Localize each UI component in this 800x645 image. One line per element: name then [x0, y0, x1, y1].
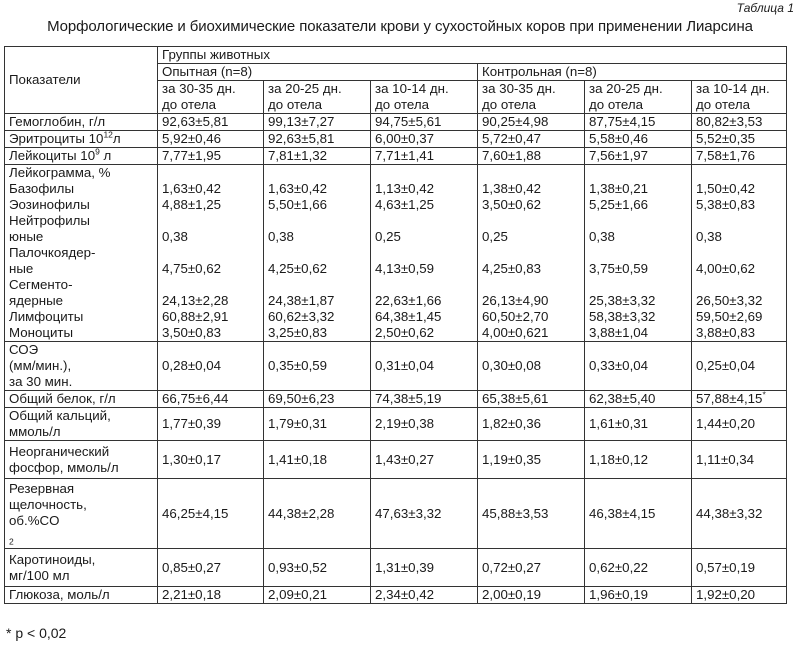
cell-value: 0,93±0,52 — [264, 549, 371, 587]
cell-value: 1,82±0,36 — [478, 408, 585, 441]
header-groups: Группы животных — [158, 47, 787, 64]
cell-value: 2,19±0,38 — [371, 408, 478, 441]
cell-value: 62,38±5,40 — [585, 391, 692, 408]
cell-value: 5,58±0,46 — [585, 131, 692, 148]
cell-value: 1,31±0,39 — [371, 549, 478, 587]
cell-value: 74,38±5,19 — [371, 391, 478, 408]
cell-value: 1,61±0,31 — [585, 408, 692, 441]
cell-value: 1,96±0,19 — [585, 587, 692, 604]
cell-value: 2,09±0,21 — [264, 587, 371, 604]
cell-value: 94,75±5,61 — [371, 114, 478, 131]
cell-value: 87,75±4,15 — [585, 114, 692, 131]
cell-value: 46,25±4,15 — [158, 479, 264, 549]
footnote: * р < 0,02 — [6, 625, 67, 641]
cell-value: 57,88±4,15* — [692, 391, 787, 408]
cell-value: 7,71±1,41 — [371, 148, 478, 165]
table-row — [5, 408, 787, 441]
cell-value: 92,63±5,81 — [264, 131, 371, 148]
table-row — [5, 148, 787, 165]
table-row-leukogram — [5, 165, 787, 342]
cell-value: 6,00±0,37 — [371, 131, 478, 148]
significance-mark: * — [762, 390, 766, 400]
cell-value: 1,63±0,42 5,50±1,66 0,38 4,25±0,62 24,38±1,87 60,62±3,32 3,25±0,83 — [264, 165, 371, 342]
cell-value: 1,92±0,20 — [692, 587, 787, 604]
table-row — [5, 549, 787, 587]
cell-value: 5,52±0,35 — [692, 131, 787, 148]
row-label: Гемоглобин, г/л — [5, 114, 158, 131]
row-label: Лейкоциты $10^9$ л — [5, 148, 158, 165]
cell-value: 47,63±3,32 — [371, 479, 478, 549]
cell-value: 0,25±0,04 — [692, 342, 787, 391]
row-label: Общий белок, г/л — [5, 391, 158, 408]
row-label: Каротиноиды, мг/100 мл — [5, 549, 158, 587]
row-label: СОЭ (мм/мин.), за 30 мин. — [5, 342, 158, 391]
cell-value: 1,43±0,27 — [371, 441, 478, 479]
cell-value: 44,38±2,28 — [264, 479, 371, 549]
header-indicators: Показатели — [5, 47, 158, 114]
cell-value: 0,28±0,04 — [158, 342, 264, 391]
cell-value: 45,88±3,53 — [478, 479, 585, 549]
cell-value: 2,21±0,18 — [158, 587, 264, 604]
cell-value: 1,63±0,42 4,88±1,25 0,38 4,75±0,62 24,13±2,28 60,88±2,91 3,50±0,83 — [158, 165, 264, 342]
cell-value: 2,00±0,19 — [478, 587, 585, 604]
cell-value: 0,85±0,27 — [158, 549, 264, 587]
table-row — [5, 342, 787, 391]
cell-value: 66,75±6,44 — [158, 391, 264, 408]
table-row — [5, 131, 787, 148]
table-title: Морфологические и биохимические показатели крови у сухостойных коров при применении Лиарсина — [47, 18, 753, 35]
cell-value: 99,13±7,27 — [264, 114, 371, 131]
header-period: за 20-25 дн. до отела — [585, 81, 692, 114]
cell-value: 0,30±0,08 — [478, 342, 585, 391]
cell-value: 1,18±0,12 — [585, 441, 692, 479]
header-period: за 10-14 дн. до отела — [692, 81, 787, 114]
table-row — [5, 441, 787, 479]
cell-value: 1,38±0,21 5,25±1,66 0,38 3,75±0,59 25,38±3,32 58,38±3,32 3,88±1,04 — [585, 165, 692, 342]
header-period: за 30-35 дн. до отела — [478, 81, 585, 114]
cell-value: 46,38±4,15 — [585, 479, 692, 549]
cell-value: 44,38±3,32 — [692, 479, 787, 549]
cell-value: 0,33±0,04 — [585, 342, 692, 391]
row-label: Общий кальций, ммоль/л — [5, 408, 158, 441]
cell-value: 0,72±0,27 — [478, 549, 585, 587]
cell-value: 7,81±1,32 — [264, 148, 371, 165]
table-row — [5, 114, 787, 131]
cell-value: 1,41±0,18 — [264, 441, 371, 479]
cell-value: 7,60±1,88 — [478, 148, 585, 165]
cell-value: 65,38±5,61 — [478, 391, 585, 408]
cell-value: 1,30±0,17 — [158, 441, 264, 479]
cell-value: 80,82±3,53 — [692, 114, 787, 131]
cell-value: 1,79±0,31 — [264, 408, 371, 441]
table-row — [5, 587, 787, 604]
cell-value: 5,92±0,46 — [158, 131, 264, 148]
cell-value: 2,34±0,42 — [371, 587, 478, 604]
cell-value: 0,35±0,59 — [264, 342, 371, 391]
cell-value: 69,50±6,23 — [264, 391, 371, 408]
cell-value: 1,13±0,42 4,63±1,25 0,25 4,13±0,59 22,63±1,66 64,38±1,45 2,50±0,62 — [371, 165, 478, 342]
cell-value: 1,50±0,42 5,38±0,83 0,38 4,00±0,62 26,50±3,32 59,50±2,69 3,88±0,83 — [692, 165, 787, 342]
cell-value: 1,77±0,39 — [158, 408, 264, 441]
header-experimental-group: Опытная (n=8) — [158, 64, 478, 81]
cell-value: 1,19±0,35 — [478, 441, 585, 479]
cell-value: 90,25±4,98 — [478, 114, 585, 131]
header-period: за 20-25 дн. до отела — [264, 81, 371, 114]
row-label: Неорганический фосфор, ммоль/л — [5, 441, 158, 479]
cell-value: 0,31±0,04 — [371, 342, 478, 391]
row-label: Эритроциты $10^{12}л$ — [5, 131, 158, 148]
cell-value: 0,62±0,22 — [585, 549, 692, 587]
blood-indicators-table — [4, 46, 787, 604]
cell-value: 7,56±1,97 — [585, 148, 692, 165]
header-period: за 10-14 дн. до отела — [371, 81, 478, 114]
row-label: Резервная щелочность, об.%CO $_2$ — [5, 479, 158, 549]
header-period: за 30-35 дн. до отела — [158, 81, 264, 114]
cell-value: 0,57±0,19 — [692, 549, 787, 587]
table-number: Таблица 1 — [736, 1, 794, 15]
cell-value: 1,11±0,34 — [692, 441, 787, 479]
row-label: Лейкограмма, % Базофилы Эозинофилы Нейтрофилы юные Палочкоядер- ные Сегменто- ядерные Лимфоциты Моноциты — [5, 165, 158, 342]
cell-value: 5,72±0,47 — [478, 131, 585, 148]
cell-value: 7,58±1,76 — [692, 148, 787, 165]
header-control-group: Контрольная (n=8) — [478, 64, 787, 81]
table-row — [5, 479, 787, 549]
row-label: Глюкоза, моль/л — [5, 587, 158, 604]
cell-value: 7,77±1,95 — [158, 148, 264, 165]
cell-value: 1,44±0,20 — [692, 408, 787, 441]
cell-value: 92,63±5,81 — [158, 114, 264, 131]
cell-value: 1,38±0,42 3,50±0,62 0,25 4,25±0,83 26,13±4,90 60,50±2,70 4,00±0,621 — [478, 165, 585, 342]
table-row — [5, 391, 787, 408]
